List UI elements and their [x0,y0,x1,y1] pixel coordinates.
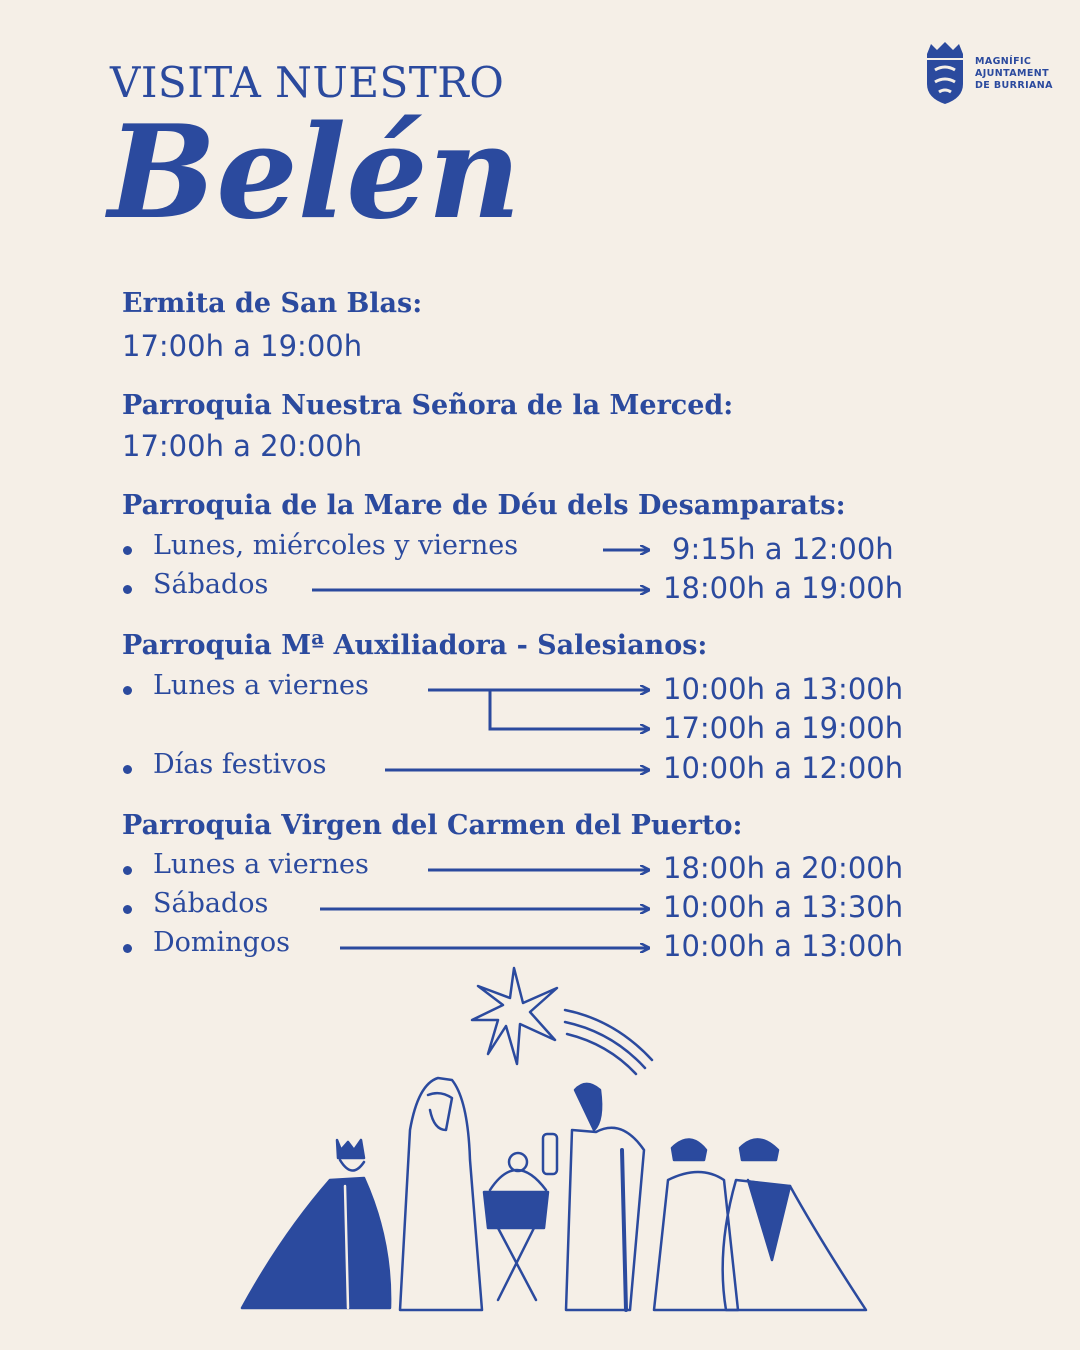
kicker-text: VISITA NUESTRO [110,58,505,107]
schedule-label: Lunes a viernes [153,670,369,701]
venue-name: Parroquia Mª Auxiliadora - Salesianos: [122,630,708,661]
logo-line-1: MAGNÍFIC [975,56,1032,67]
schedule-time: 10:00h a 13:00h [663,929,904,963]
joseph-figure [566,1128,644,1310]
king-figure [654,1172,738,1310]
schedule-label: Lunes a viernes [153,849,369,880]
schedule-time: 17:00h a 19:00h [663,711,904,745]
schedule-time: 18:00h a 20:00h [663,851,904,885]
venue-name: Ermita de San Blas: [122,288,423,319]
schedule-time: 10:00h a 12:00h [663,751,904,785]
logo-line-2: AJUNTAMENT [975,68,1050,79]
schedule-label: Lunes, miércoles y viernes [153,530,519,561]
king-figure [723,1180,866,1310]
schedule-time: 9:15h a 12:00h [672,532,894,566]
manger-icon [484,1192,548,1228]
venue-time: 17:00h a 20:00h [122,429,363,463]
star-icon [472,968,557,1064]
schedule-time: 10:00h a 13:00h [663,672,904,706]
crown-icon [337,1140,364,1158]
joseph-hair [575,1084,601,1130]
schedule-time: 18:00h a 19:00h [663,571,904,605]
page-title: Belén [108,98,521,248]
king-robe [242,1178,390,1308]
mary-figure [400,1078,482,1310]
venue-name: Parroquia Virgen del Carmen del Puerto: [122,810,743,841]
schedule-label: Sábados [153,888,269,919]
turban-icon [672,1139,706,1160]
lantern-icon [543,1134,557,1174]
schedule-label: Sábados [153,569,269,600]
venue-name: Parroquia Nuestra Señora de la Merced: [122,390,734,421]
logo-line-3: DE BURRIANA [975,80,1053,91]
venue-name: Parroquia de la Mare de Déu dels Desamparats: [122,490,846,521]
turban-icon [740,1139,778,1160]
schedule-label: Días festivos [153,749,327,780]
schedule-time: 10:00h a 13:30h [663,890,904,924]
schedule-label: Domingos [153,927,290,958]
venue-time: 17:00h a 19:00h [122,329,363,363]
